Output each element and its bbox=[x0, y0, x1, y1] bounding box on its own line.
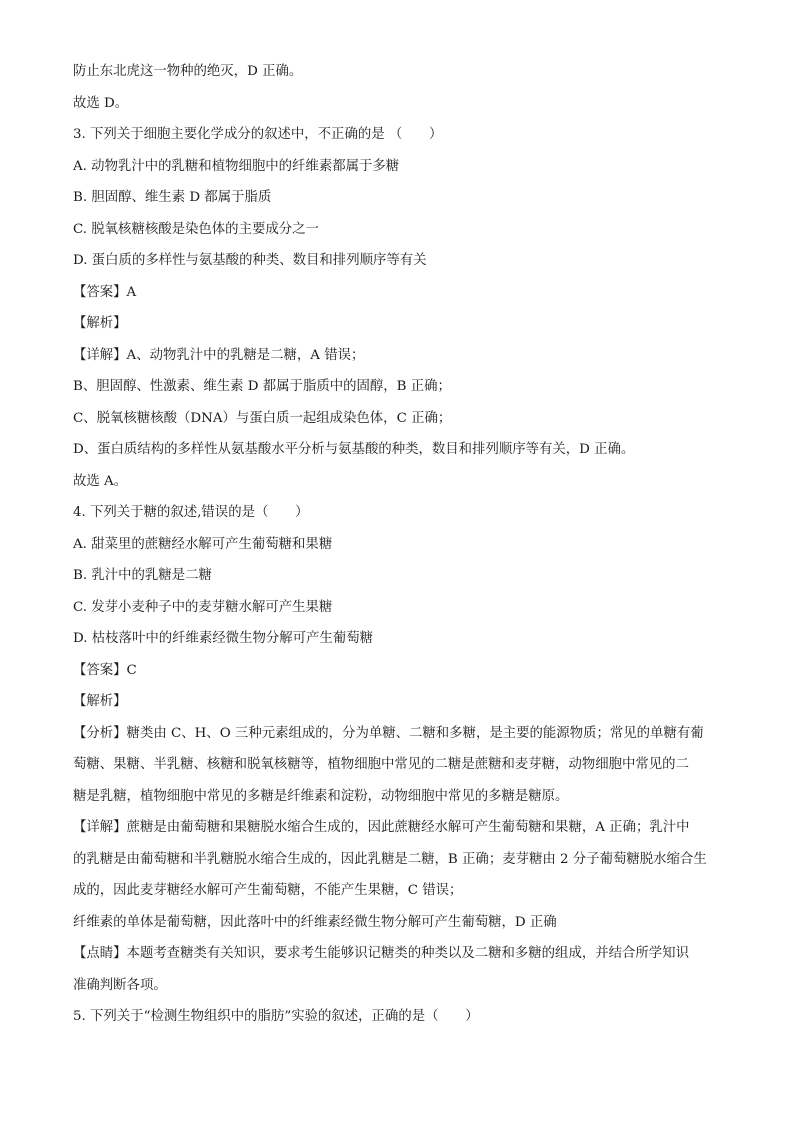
paragraph-line: 糖是乳糖，植物细胞中常见的多糖是纤维素和淀粉，动物细胞中常见的多糖是糖原。 bbox=[73, 788, 569, 804]
paragraph-line: 成的，因此麦芽糖经水解可产生葡萄糖，不能产生果糖，C 错误； bbox=[73, 883, 463, 898]
question-3-detail-a: 【详解】A、动物乳汁中的乳糖是二糖，A 错误； bbox=[73, 347, 365, 363]
question-3-option-a: A. 动物乳汁中的乳糖和植物细胞中的纤维素都属于多糖 bbox=[73, 158, 400, 174]
question-4-option-b: B. 乳汁中的乳糖是二糖 bbox=[73, 568, 212, 583]
question-4-answer: 【答案】C bbox=[73, 662, 137, 678]
question-4-analysis bbox=[73, 725, 725, 806]
question-3-option-b: B. 胆固醇、维生素 D 都属于脂质 bbox=[73, 190, 272, 205]
question-4-option-d: D. 枯枝落叶中的纤维素经微生物分解可产生葡萄糖 bbox=[73, 631, 373, 646]
question-4-option-c: C. 发芽小麦种子中的麦芽糖水解可产生果糖 bbox=[73, 599, 333, 615]
text-line: 故选 D。 bbox=[73, 95, 129, 111]
question-3-option-d: D. 蛋白质的多样性与氨基酸的种类、数目和排列顺序等有关 bbox=[73, 253, 427, 268]
document-content bbox=[73, 63, 725, 1026]
paragraph-line: 准确判断各项。 bbox=[73, 977, 167, 993]
paragraph-line: 的乳糖是由葡萄糖和半乳糖脱水缩合生成的，因此乳糖是二糖，B 正确；麦芽糖由 2 分子葡萄糖脱水缩合生 bbox=[73, 851, 707, 867]
paragraph-line: 【分析】糖类由 C、H、O 三种元素组成的，分为单糖、二糖和多糖，是主要的能源物质；常见的单糖有葡 bbox=[73, 725, 704, 741]
question-3-stem: 3. 下列关于细胞主要化学成分的叙述中，不正确的是 （ ） bbox=[73, 127, 443, 142]
question-3-conclusion: 故选 A。 bbox=[73, 473, 128, 489]
paragraph-line: 纤维素的单体是葡萄糖，因此落叶中的纤维素经微生物分解可产生葡萄糖，D 正确 bbox=[73, 914, 557, 930]
question-3-analysis-heading: 【解析】 bbox=[73, 316, 127, 331]
question-4-stem: 4. 下列关于糖的叙述,错误的是（ ） bbox=[73, 505, 309, 520]
question-4-analysis-heading: 【解析】 bbox=[73, 694, 127, 709]
question-4-comment bbox=[73, 945, 725, 995]
question-3-detail-d: D、蛋白质结构的多样性从氨基酸水平分析与氨基酸的种类，数目和排列顺序等有关，D 正确。 bbox=[73, 442, 635, 457]
question-4-option-a: A. 甜菜里的蔗糖经水解可产生葡萄糖和果糖 bbox=[73, 536, 333, 552]
question-3-answer: 【答案】A bbox=[73, 284, 137, 300]
question-3-option-c: C. 脱氧核糖核酸是染色体的主要成分之一 bbox=[73, 221, 319, 237]
paragraph-line: 萄糖、果糖、半乳糖、核糖和脱氧核糖等，植物细胞中常见的二糖是蔗糖和麦芽糖，动物细胞中常见的二 bbox=[73, 757, 689, 772]
question-5-stem: 5. 下列关于“检测生物组织中的脂肪”实验的叙述，正确的是（ ） bbox=[73, 1009, 479, 1024]
paragraph-line: 【点睛】本题考查糖类有关知识，要求考生能够识记糖类的种类以及二糖和多糖的组成，并结合所学知识 bbox=[73, 946, 689, 961]
paragraph-line: 【详解】蔗糖是由葡萄糖和果糖脱水缩合生成的，因此蔗糖经水解可产生葡萄糖和果糖，A 正确；乳汁中 bbox=[73, 820, 690, 835]
question-3-detail-c: C、脱氧核糖核酸（DNA）与蛋白质一起组成染色体，C 正确； bbox=[73, 410, 452, 426]
text-line: 防止东北虎这一物种的绝灭，D 正确。 bbox=[73, 64, 303, 79]
question-3-detail-b: B、胆固醇、性激素、维生素 D 都属于脂质中的固醇，B 正确； bbox=[73, 379, 451, 394]
question-4-detail bbox=[73, 819, 725, 932]
